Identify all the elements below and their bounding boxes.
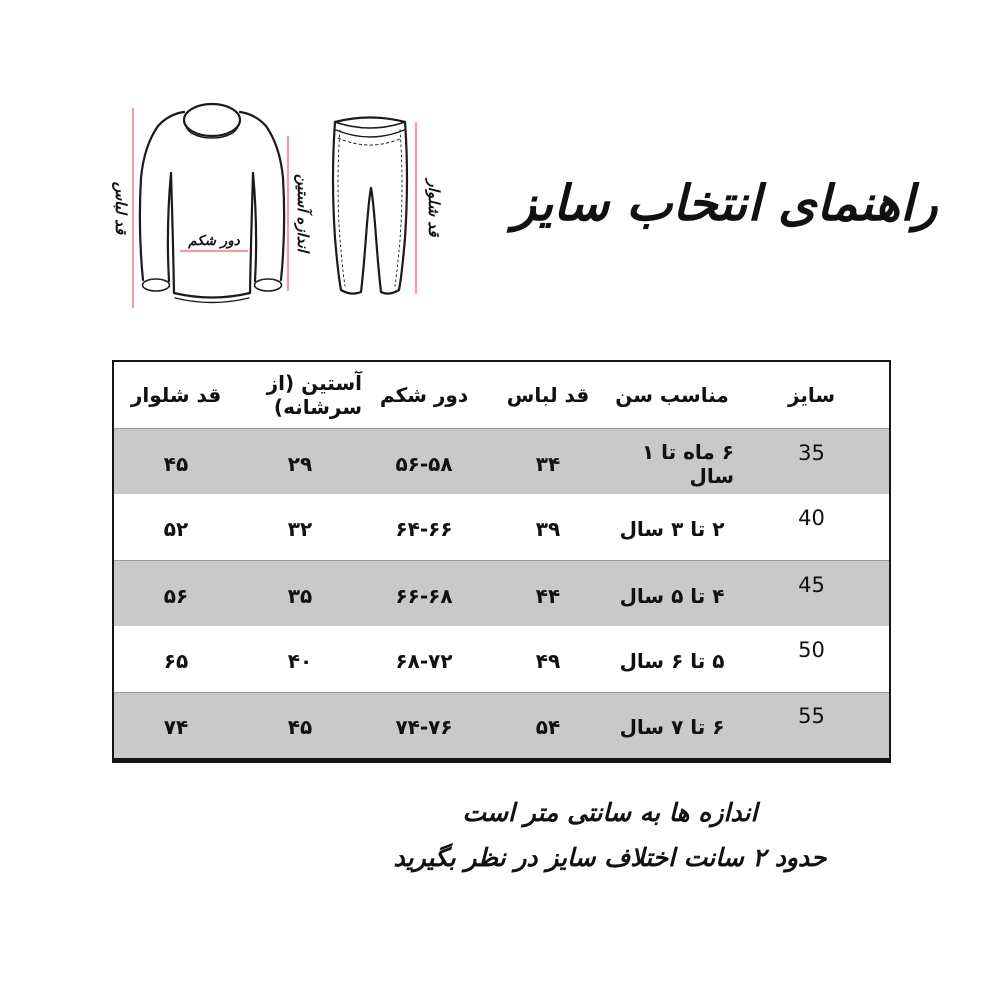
table-row <box>114 692 889 758</box>
cell-pants-length: ۵۶ <box>163 583 189 608</box>
cell-sleeve: ۴۰ <box>287 648 313 673</box>
pants-illustration <box>333 118 407 294</box>
cell-pants-length: ۴۵ <box>163 451 189 476</box>
cell-sleeve: ۲۹ <box>287 451 313 476</box>
cell-belly: ۷۴-۷۶ <box>395 715 453 740</box>
pants-length-label: قد شلوار <box>425 179 443 237</box>
cell-sleeve: ۳۵ <box>287 583 313 608</box>
note-tolerance: حدود ۲ سانت اختلاف سایز در نظر بگیرید <box>393 843 827 872</box>
cell-shirt-length: ۳۹ <box>535 517 561 542</box>
cell-sleeve: ۴۵ <box>287 715 313 740</box>
header-age: مناسب سن <box>615 383 729 407</box>
size-table <box>112 360 891 763</box>
header-belly: دور شکم <box>379 383 469 407</box>
cell-belly: ۵۶-۵۸ <box>395 451 453 476</box>
cell-sleeve: ۳۲ <box>287 517 313 542</box>
sleeve-length-label: اندازه آستین <box>294 174 312 252</box>
cell-belly: ۶۸-۷۲ <box>395 648 453 673</box>
footnotes <box>385 800 835 890</box>
header-shirt-length: قد لباس <box>506 383 590 407</box>
table-row <box>114 494 889 559</box>
cell-pants-length: ۶۵ <box>163 648 189 673</box>
table-header-row <box>114 362 889 428</box>
header-pants-length: قد شلوار <box>130 383 222 407</box>
cell-shirt-length: ۴۹ <box>535 648 561 673</box>
cell-size: 35 <box>798 440 825 465</box>
cell-pants-length: ۷۴ <box>163 715 189 740</box>
cell-size: 50 <box>798 637 825 662</box>
cell-pants-length: ۵۲ <box>163 517 189 542</box>
garment-diagrams <box>95 78 480 328</box>
cell-size: 55 <box>798 704 825 729</box>
page-title: راهنمای انتخاب سایز <box>512 175 938 232</box>
cell-age: ۴ تا ۵ سال <box>619 583 725 608</box>
cell-age: ۲ تا ۳ سال <box>619 517 725 542</box>
belly-label: دور شکم <box>188 233 240 249</box>
shirt-illustration <box>140 104 284 303</box>
cell-size: 40 <box>798 506 825 531</box>
shirt-length-label: قد لباس <box>112 181 130 235</box>
cell-shirt-length: ۵۴ <box>535 715 561 740</box>
cell-belly: ۶۴-۶۶ <box>395 517 453 542</box>
table-row <box>114 626 889 691</box>
header-sleeve: آستین (از سرشانه) <box>266 371 362 419</box>
header-size: سایز <box>787 383 836 407</box>
cell-shirt-length: ۴۴ <box>535 583 561 608</box>
cell-size: 45 <box>798 572 825 597</box>
cell-shirt-length: ۳۴ <box>535 451 561 476</box>
cell-age: ۶ ماه تا ۱ سال <box>641 439 734 488</box>
cell-belly: ۶۶-۶۸ <box>395 583 453 608</box>
note-units: اندازه ها به سانتی متر است <box>462 798 758 827</box>
cell-age: ۵ تا ۶ سال <box>619 648 725 673</box>
cell-age: ۶ تا ۷ سال <box>619 715 725 740</box>
